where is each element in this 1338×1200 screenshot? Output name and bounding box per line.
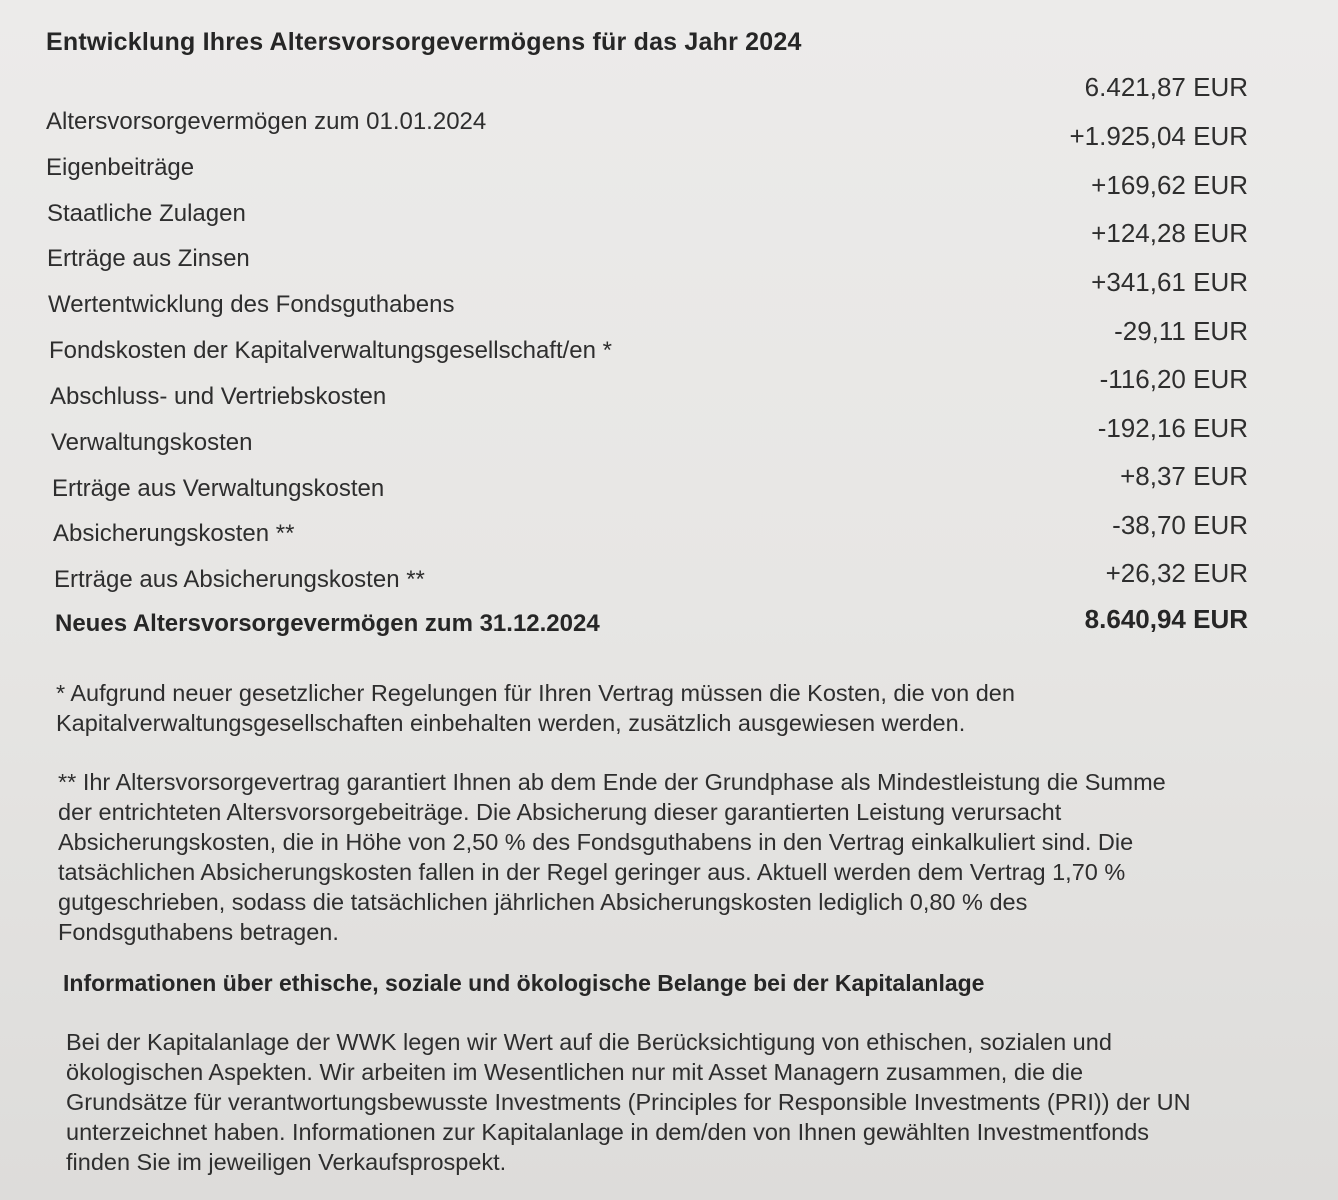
total-amount: 8.640,94 EUR (1084, 604, 1248, 634)
footnote-hedging (58, 767, 1166, 947)
footnote-line: Kapitalverwaltungsgesellschaften einbehalten werden, zusätzlich ausgewiesen werden. (56, 710, 966, 736)
footnote-costs (56, 678, 1015, 738)
section-line: Grundsätze für verantwortungsbewusste Investments (Principles for Responsible Investments (PRI)) der UN (66, 1089, 1191, 1115)
row-label: Absicherungskosten ** (53, 520, 295, 547)
row-amount: +26,32 EUR (1105, 558, 1248, 588)
footnote-line: Fondsguthabens betragen. (58, 919, 339, 945)
row-label: Altersvorsorgevermögen zum 01.01.2024 (46, 108, 487, 135)
section-line: Bei der Kapitalanlage der WWK legen wir Wert auf die Berücksichtigung von ethischen, sozialen und (66, 1029, 1112, 1055)
footnote-line: Absicherungskosten, die in Höhe von 2,50 % des Fondsguthabens in den Vertrag einkalkuliert sind. Die (58, 829, 1134, 855)
section-body (66, 1027, 1191, 1177)
row-amount: -116,20 EUR (1099, 364, 1248, 394)
total-label: Neues Altersvorsorgevermögen zum 31.12.2024 (55, 610, 600, 637)
row-label: Staatliche Zulagen (47, 200, 246, 227)
footnote-line: gutgeschrieben, sodass die tatsächlichen jährlichen Absicherungskosten lediglich 0,80 % des (58, 889, 1028, 915)
row-label: Verwaltungskosten (51, 429, 253, 456)
row-amount: +169,62 EUR (1091, 170, 1248, 200)
footnote-line: tatsächlichen Absicherungskosten fallen in der Regel geringer aus. Aktuell werden dem Vertrag 1,70 % (58, 859, 1126, 885)
row-amount: +1.925,04 EUR (1069, 121, 1248, 151)
row-label: Erträge aus Absicherungskosten ** (54, 566, 425, 593)
section-line: ökologischen Aspekten. Wir arbeiten im Wesentlichen nur mit Asset Managern zusammen, die die (66, 1059, 1084, 1085)
footnote-line: der entrichteten Altersvorsorgebeiträge. Die Absicherung dieser garantierten Leistung verursacht (58, 799, 1062, 825)
row-label: Abschluss- und Vertriebskosten (50, 383, 387, 410)
row-label: Wertentwicklung des Fondsguthabens (48, 291, 455, 318)
row-amount: +124,28 EUR (1091, 218, 1248, 248)
row-amount: -192,16 EUR (1097, 413, 1248, 443)
section-line: finden Sie im jeweiligen Verkaufsprospekt. (66, 1149, 507, 1175)
row-amount: 6.421,87 EUR (1084, 72, 1248, 102)
row-label: Erträge aus Verwaltungskosten (52, 475, 385, 502)
row-amount: -38,70 EUR (1112, 510, 1248, 540)
row-amount: +341,61 EUR (1091, 267, 1248, 297)
row-amount: -29,11 EUR (1114, 316, 1248, 346)
section-heading: Informationen über ethische, soziale und ökologische Belange bei der Kapitalanlage (63, 970, 985, 996)
row-label: Eigenbeiträge (46, 154, 195, 181)
section-line: unterzeichnet haben. Informationen zur Kapitalanlage in dem/den von Ihnen gewählten Investmentfonds (66, 1119, 1150, 1145)
footnote-line: ** Ihr Altersvorsorgevertrag garantiert Ihnen ab dem Ende der Grundphase als Mindestleistung die Summe (58, 769, 1166, 795)
page-title: Entwicklung Ihres Altersvorsorgevermögens für das Jahr 2024 (46, 28, 802, 56)
row-label: Fondskosten der Kapitalverwaltungsgesellschaft/en * (49, 337, 612, 364)
footnote-line: * Aufgrund neuer gesetzlicher Regelungen für Ihren Vertrag müssen die Kosten, die von den (56, 680, 1015, 706)
row-amount: +8,37 EUR (1120, 461, 1248, 491)
row-label: Erträge aus Zinsen (47, 245, 250, 272)
